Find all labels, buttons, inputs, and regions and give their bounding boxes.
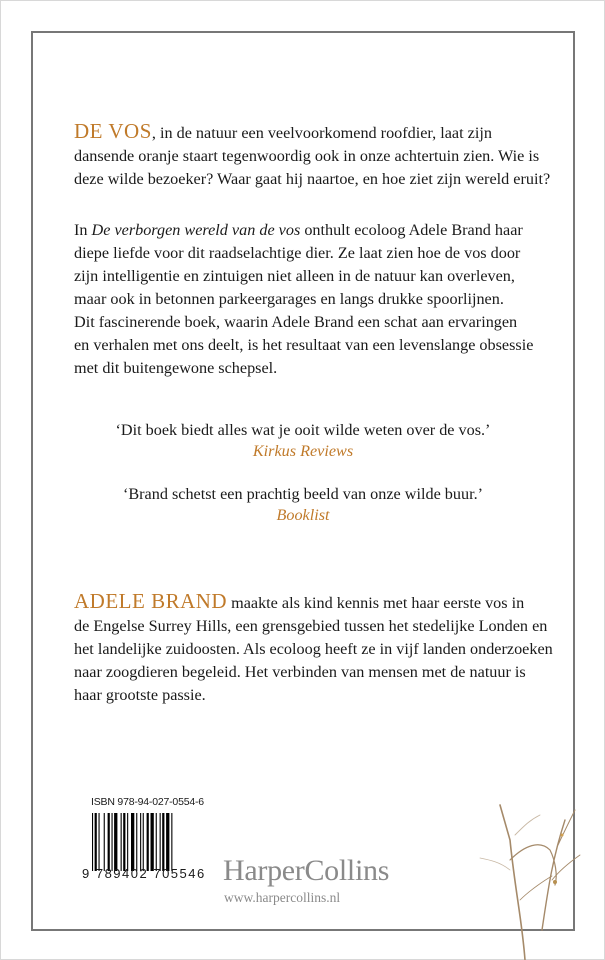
isbn-label: ISBN 978-94-027-0554-6 [91,796,204,808]
publisher-url: www.harpercollins.nl [224,890,341,905]
barcode-bar [99,813,100,871]
barcode-bar [108,813,110,871]
desc-line: met dit buitengewone schepsel. [74,359,278,377]
barcode-bar [92,813,93,871]
desc-line: zijn intelligentie en zintuigen niet alleen in de natuur kan overleven, [74,267,515,285]
quote-source: Kirkus Reviews [252,442,354,460]
barcode-bar [147,813,149,871]
barcode-bar [151,813,154,871]
barcode-bar [166,813,169,871]
desc-line: onthult ecoloog Adele Brand haar [300,221,523,239]
barcode-bar [121,813,122,871]
description-paragraph [74,219,544,380]
barcode-bar [136,813,137,871]
desc-line: Dit fascinerende boek, waarin Adele Brand een schat aan ervaringen [74,313,518,331]
desc-line: en verhalen met ons deelt, is het resultaat van een levenslange obsessie [74,336,534,354]
author-line: het landelijke zuidoosten. Als ecoloog heeft ze in vijf landen onderzoeken [74,640,553,658]
intro-line: , in de natuur een veelvoorkomend roofdier, laat zijn [151,124,492,142]
author-line: de Engelse Surrey Hills, een grensgebied tussen het stedelijke Londen en [74,617,548,635]
desc-line: maar ook in betonnen parkeergarages en langs drukke spoorlijnen. [74,290,504,308]
intro-lead: DE VOS [74,119,152,143]
barcode-bar [104,813,105,871]
barcode-bar [112,813,113,871]
intro-line: deze wilde bezoeker? Waar gaat hij naartoe, en hoe ziet zijn wereld eruit? [74,170,551,188]
book-title: De verborgen wereld van de vos [91,221,301,239]
barcode [92,813,202,871]
barcode-bar [131,813,134,871]
quote-text: ‘Brand schetst een prachtig beeld van onze wilde buur.’ [122,485,484,503]
barcode-digits: 9 789402 705546 [82,866,206,881]
author-lead: ADELE BRAND [74,589,228,613]
barcode-bar [95,813,97,871]
barcode-bar [114,813,117,871]
intro-paragraph [74,119,551,191]
barcode-bar [143,813,144,871]
review-quote [31,420,575,462]
publisher-logo: HarperCollins [223,854,390,887]
barcode-bar [123,813,125,871]
quote-text: ‘Dit boek biedt alles wat je ooit wilde weten over de vos.’ [115,421,491,439]
review-quote [31,484,575,526]
twig-illustration [470,800,605,960]
desc-line: diepe liefde voor dit raadselachtige dier. Ze laat zien hoe de vos door [74,244,521,262]
barcode-bar [127,813,128,871]
quote-source: Booklist [276,506,330,524]
barcode-bar [171,813,172,871]
author-line: naar zoogdieren begeleid. Het verbinden van mensen met de natuur is [74,663,526,681]
barcode-bar [162,813,164,871]
desc-prefix: In [74,221,92,239]
author-paragraph [74,589,553,707]
author-line: haar grootste passie. [74,686,206,704]
author-line: maakte als kind kennis met haar eerste vos in [227,594,525,612]
barcode-bar [156,813,157,871]
barcode-bar [140,813,141,871]
intro-line: dansende oranje staart tegenwoordig ook in onze achtertuin zien. Wie is [74,147,540,165]
barcode-bar [160,813,161,871]
